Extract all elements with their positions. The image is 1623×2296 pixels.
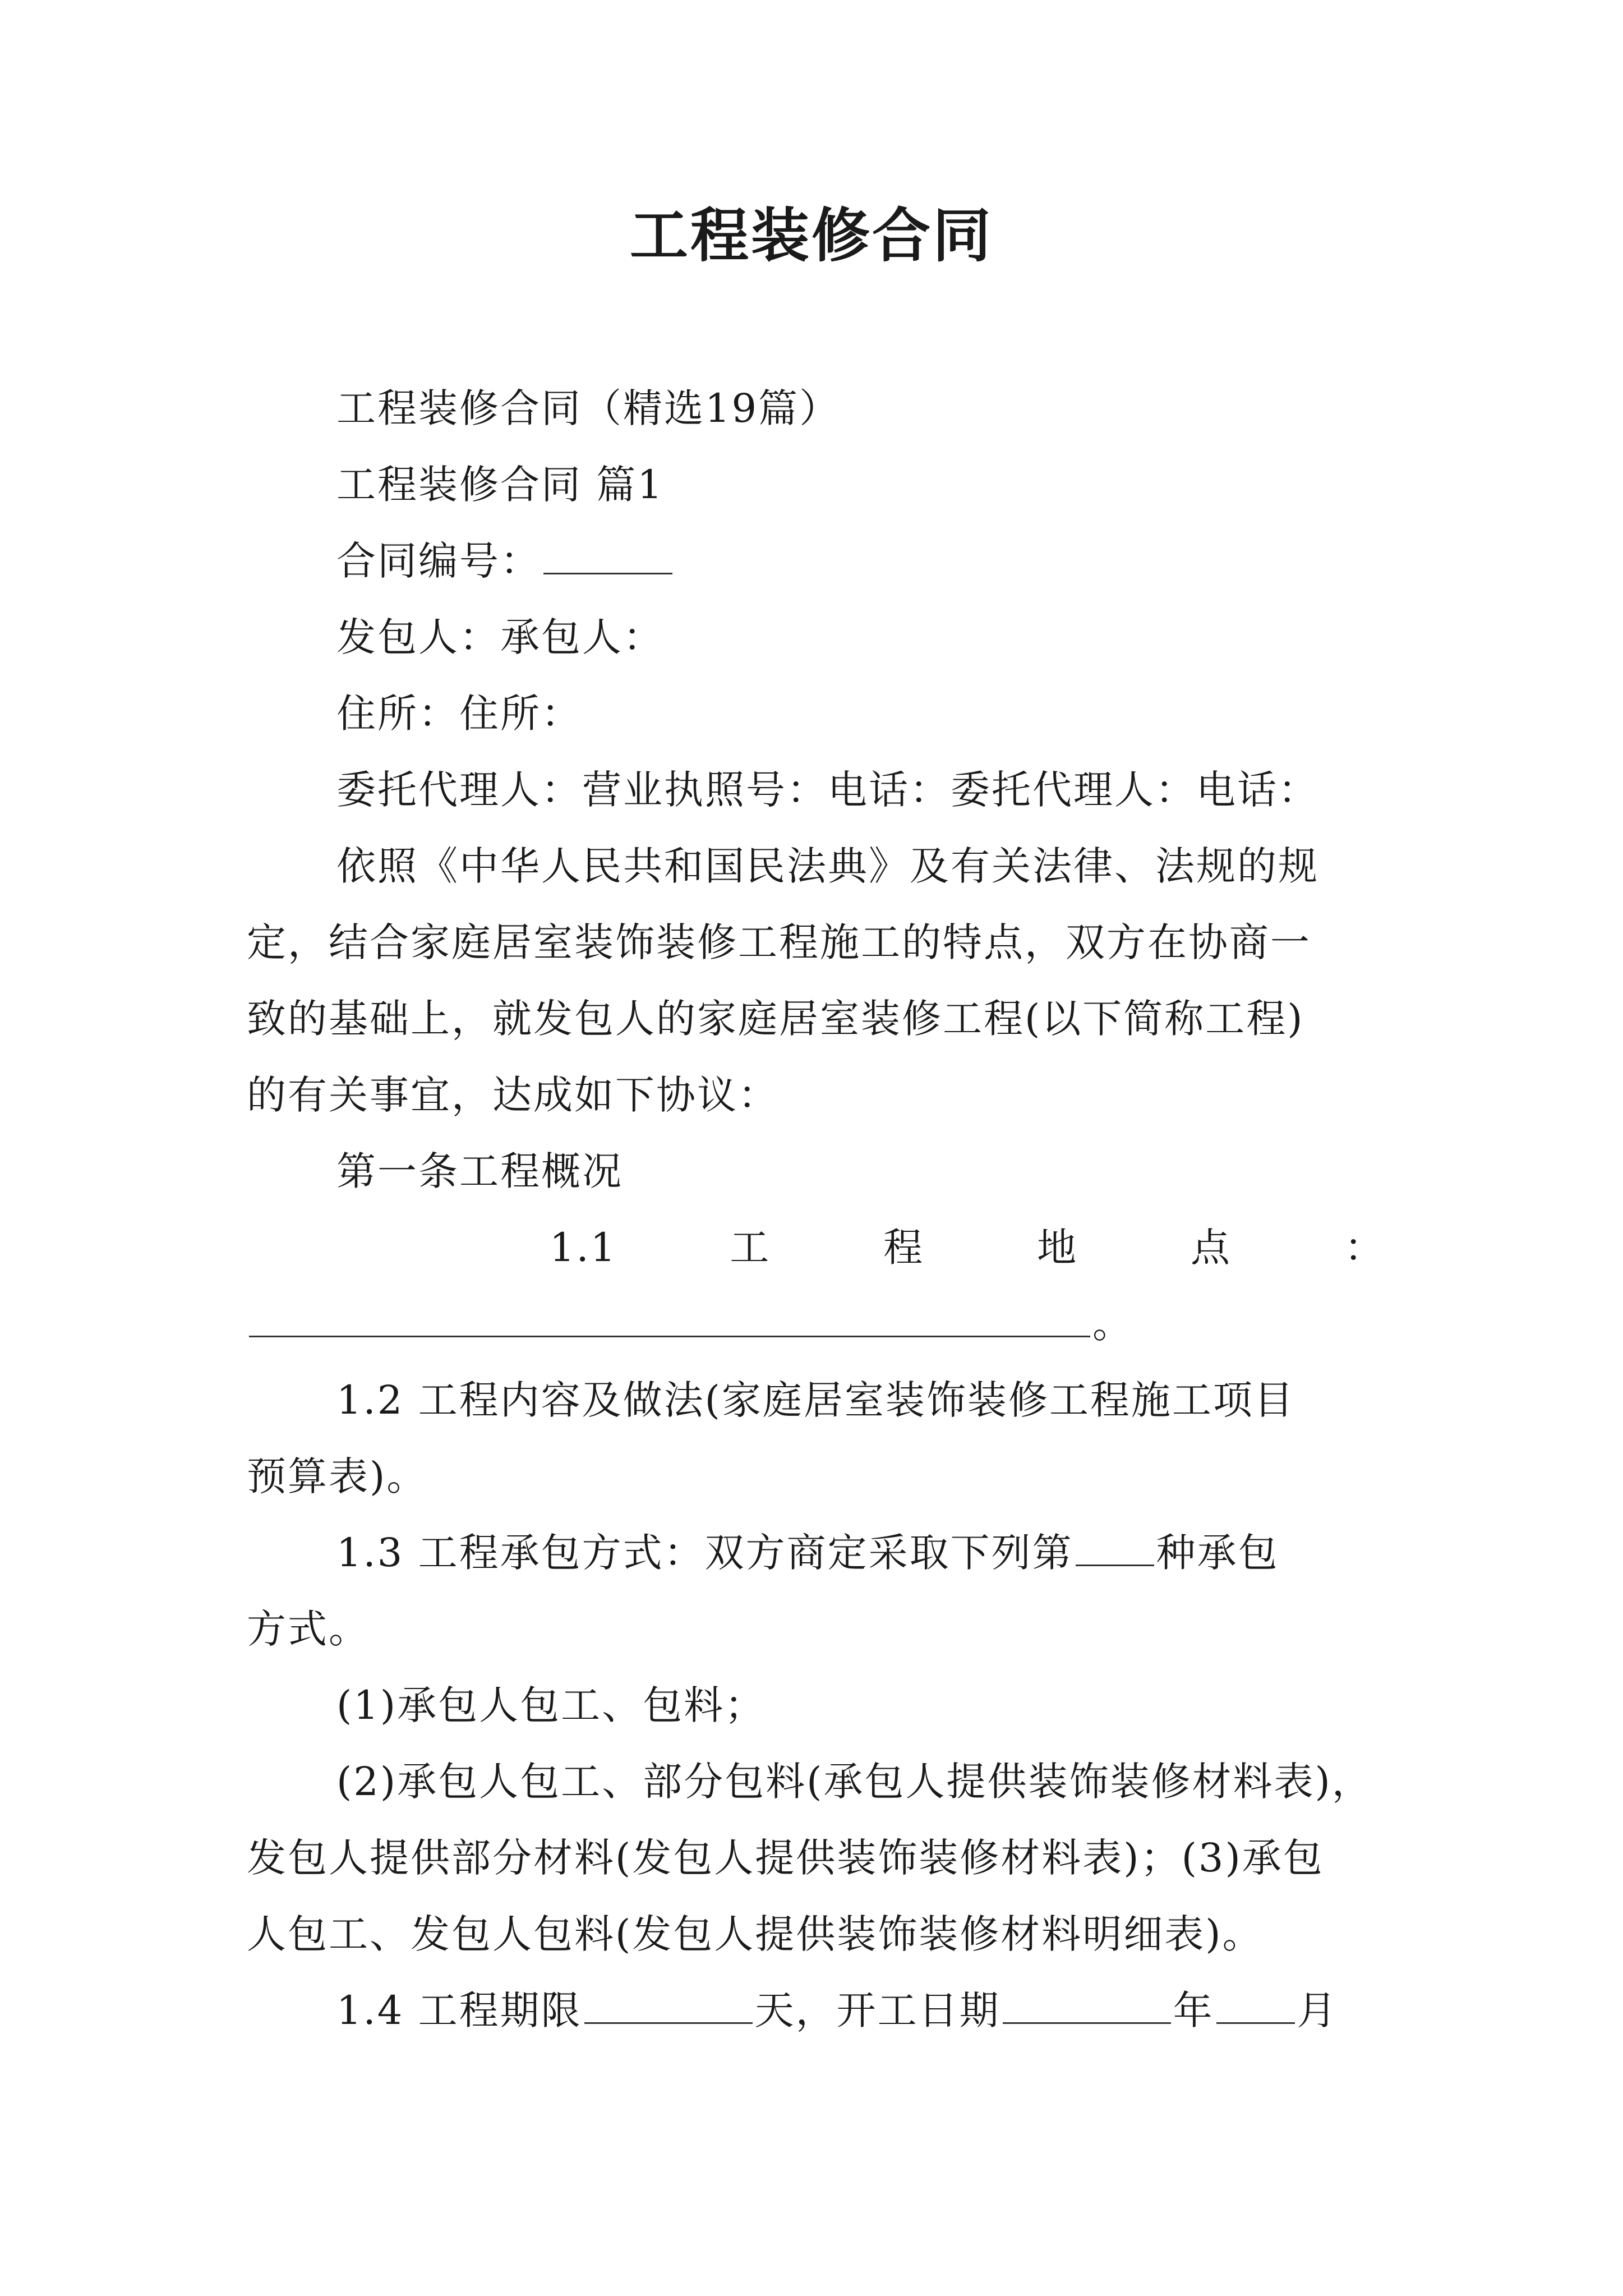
contract-mode-text-end: 种承包	[1156, 1530, 1279, 1576]
duration-days-blank[interactable]	[584, 1989, 753, 2024]
paragraph-line: 工程装修合同（精选19篇）	[336, 385, 841, 431]
spread-char: ：	[1344, 1225, 1385, 1271]
paragraph-line: 依照《中华人民共和国民法典》及有关法律、法规的规	[336, 843, 1319, 889]
start-year-blank[interactable]	[1003, 1989, 1171, 2024]
paragraph-line: 发包人：承包人：	[336, 614, 664, 660]
paragraph-line: 委托代理人：营业执照号：电话：委托代理人：电话：	[336, 767, 1319, 813]
spread-char: 地	[1037, 1225, 1078, 1271]
paragraph-line: 住所：住所：	[336, 691, 582, 737]
paragraph-line: 方式。	[247, 1606, 370, 1652]
spread-char: 点	[1191, 1225, 1232, 1271]
paragraph-line: (1)承包人包工、包料；	[336, 1682, 766, 1728]
spread-char: 程	[883, 1225, 925, 1271]
contract-number-blank[interactable]	[543, 539, 672, 574]
site-location-line	[247, 1209, 1385, 1286]
site-location-blank[interactable]	[249, 1302, 1090, 1337]
paragraph-line: 定，结合家庭居室装饰装修工程施工的特点，双方在协商一	[247, 919, 1311, 965]
document-title: 工程装修合同	[629, 201, 993, 270]
paragraph-line: 致的基础上，就发包人的家庭居室装修工程(以下简称工程)	[247, 996, 1304, 1042]
period: 。	[1092, 1301, 1133, 1347]
duration-label: 1.4 工程期限	[336, 1987, 582, 2033]
site-location-blank-line	[247, 1286, 1385, 1362]
paragraph-line: 发包人提供部分材料(发包人提供装饰装修材料表)；(3)承包	[247, 1835, 1324, 1881]
contract-mode-line	[247, 1515, 1385, 1591]
contract-mode-text: 1.3 工程承包方式：双方商定采取下列第	[336, 1530, 1073, 1576]
duration-line	[247, 1972, 1385, 2049]
year-label: 年	[1173, 1987, 1214, 2033]
spread-char: 工	[730, 1225, 771, 1271]
paragraph-line: (2)承包人包工、部分包料(承包人提供装饰装修材料表)，	[336, 1759, 1373, 1805]
contract-number-line	[247, 523, 1385, 599]
contract-number-label: 合同编号：	[336, 538, 541, 584]
document-body	[247, 370, 1385, 2049]
start-date-label: 天，开工日期	[754, 1987, 1000, 2033]
spread-char: 1.1	[550, 1225, 617, 1271]
paragraph-line: 人包工、发包人包料(发包人提供装饰装修材料明细表)。	[247, 1911, 1264, 1957]
start-month-blank[interactable]	[1216, 1989, 1295, 2024]
paragraph-line: 预算表)。	[247, 1453, 428, 1499]
paragraph-line: 1.2 工程内容及做法(家庭居室装饰装修工程施工项目	[336, 1377, 1295, 1423]
month-label: 月	[1297, 1987, 1338, 2033]
section-heading: 第一条工程概况	[336, 1148, 623, 1194]
paragraph-line: 工程装修合同 篇1	[336, 462, 664, 508]
contract-mode-blank[interactable]	[1076, 1531, 1154, 1566]
paragraph-line: 的有关事宜，达成如下协议：	[247, 1072, 779, 1118]
